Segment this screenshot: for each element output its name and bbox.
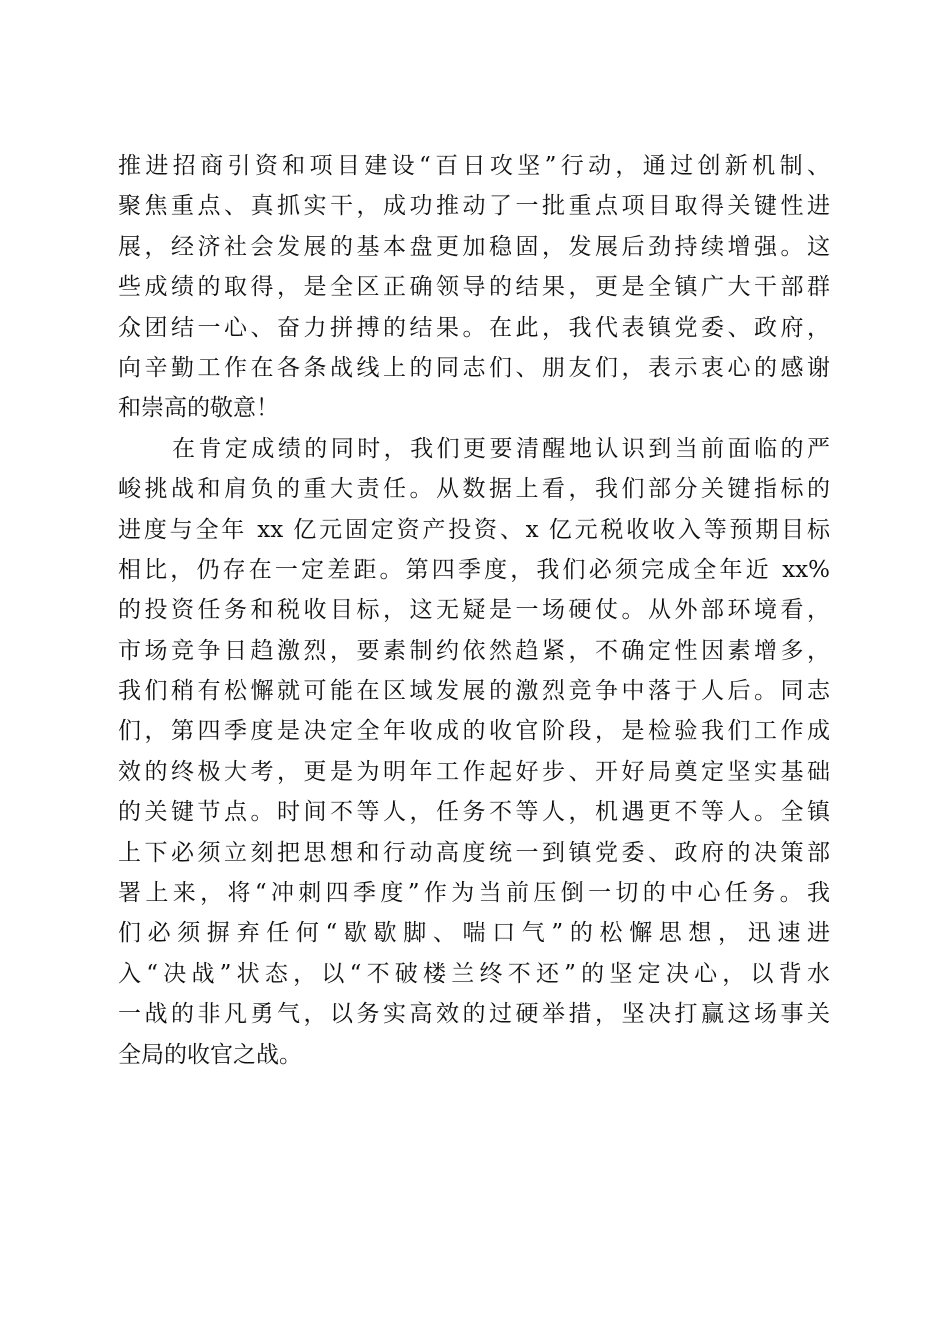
text-line: 相比，仍存在一定差距。第四季度，我们必须完成全年近 xx% <box>118 556 830 583</box>
paragraph-2 <box>118 429 830 1075</box>
text-line: 市场竞争日趋激烈，要素制约依然趋紧，不确定性因素增多， <box>118 637 830 664</box>
text-line: 效的终极大考，更是为明年工作起好步、开好局奠定坚实基础 <box>118 758 830 785</box>
document-body <box>118 146 830 1075</box>
text-line: 进度与全年 xx 亿元固定资产投资、x 亿元税收收入等预期目标 <box>118 516 830 543</box>
text-line: 峻挑战和肩负的重大责任。从数据上看，我们部分关键指标的 <box>118 476 830 503</box>
text-line: 推进招商引资和项目建设“百日攻坚”行动，通过创新机制、 <box>118 153 830 179</box>
text-line: 和崇高的敬意！ <box>118 395 279 422</box>
text-line: 署上来，将“冲刺四季度”作为当前压倒一切的中心任务。我 <box>118 880 830 907</box>
text-line: 全局的收官之战。 <box>118 1041 302 1068</box>
text-line: 入“决战”状态，以“不破楼兰终不还”的坚定决心，以背水 <box>118 960 830 987</box>
text-line: 向辛勤工作在各条战线上的同志们、朋友们，表示衷心的感谢 <box>118 354 830 381</box>
text-line: 我们稍有松懈就可能在区域发展的激烈竞争中落于人后。同志 <box>118 678 830 705</box>
text-line: 些成绩的取得，是全区正确领导的结果，更是全镇广大干部群 <box>118 274 830 301</box>
text-line: 们，第四季度是决定全年收成的收官阶段，是检验我们工作成 <box>118 718 830 745</box>
text-line: 一战的非凡勇气，以务实高效的过硬举措，坚决打赢这场事关 <box>118 1001 830 1028</box>
text-line: 众团结一心、奋力拼搏的结果。在此，我代表镇党委、政府， <box>118 314 830 341</box>
text-line: 的关键节点。时间不等人，任务不等人，机遇更不等人。全镇 <box>118 799 830 826</box>
text-line: 们必须摒弃任何“歇歇脚、喘口气”的松懈思想，迅速进 <box>118 920 830 947</box>
text-line: 展，经济社会发展的基本盘更加稳固，发展后劲持续增强。这 <box>118 233 830 260</box>
text-line: 的投资任务和税收目标，这无疑是一场硬仗。从外部环境看， <box>118 597 830 624</box>
text-line: 聚焦重点、真抓实干，成功推动了一批重点项目取得关键性进 <box>118 193 830 220</box>
text-line: 上下必须立刻把思想和行动高度统一到镇党委、政府的决策部 <box>118 839 830 866</box>
text-line: 在肯定成绩的同时，我们更要清醒地认识到当前面临的严 <box>172 435 830 462</box>
paragraph-1 <box>118 146 830 429</box>
